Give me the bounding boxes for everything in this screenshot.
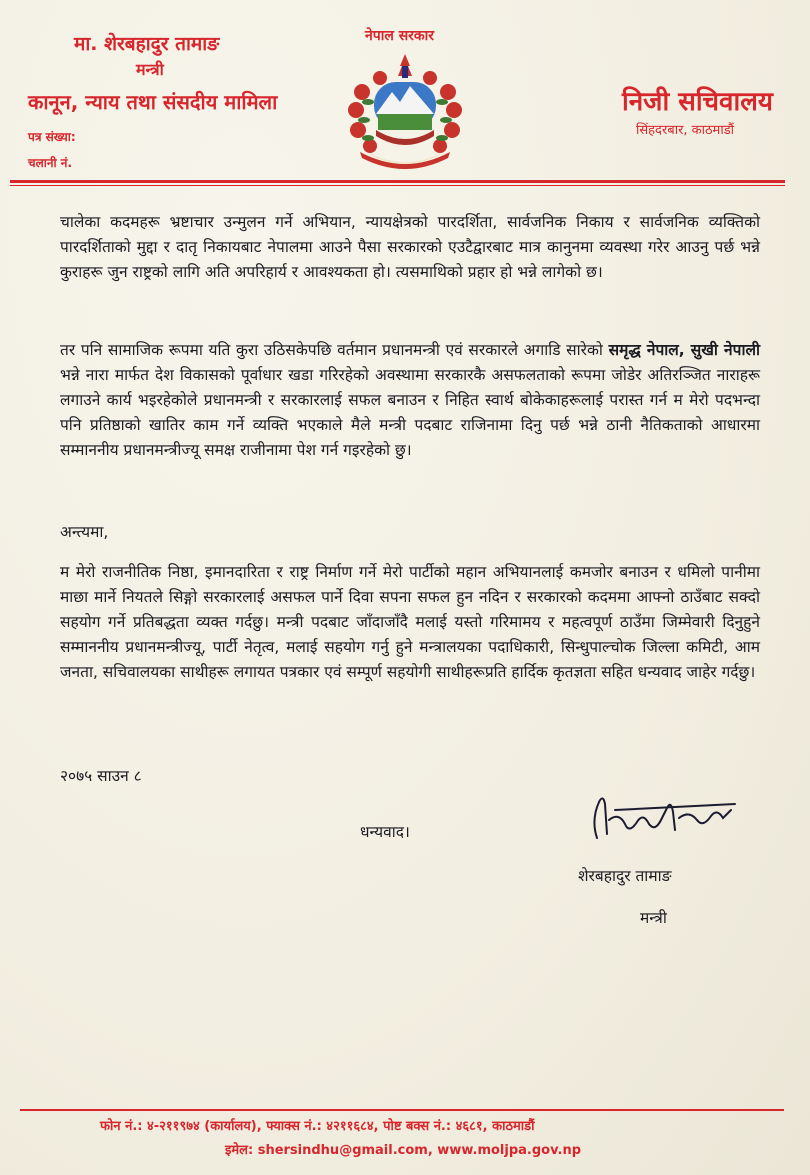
paragraph-2-start: तर पनि सामाजिक रूपमा यति कुरा उठिसकेपछि वर्तमान प्रधानमन्त्री एवं सरकारले अगाडि सारेको — [60, 341, 603, 359]
office-name: निजी सचिवालय — [622, 87, 773, 117]
signer-role: मन्त्री — [640, 909, 667, 927]
ministry-name: कानून, न्याय तथा संसदीय मामिला — [28, 90, 278, 114]
letter-date: २०७५ साउन ८ — [60, 767, 142, 785]
office-address: सिंहदरबार, काठमाडौं — [636, 123, 735, 138]
letter-number-label: पत्र संख्या: — [28, 130, 76, 144]
header-divider — [10, 180, 785, 183]
minister-title: मन्त्री — [136, 60, 164, 79]
footer-divider — [20, 1109, 784, 1111]
footer-email — [225, 1140, 581, 1158]
paragraph-2 — [60, 338, 760, 463]
paragraph-3: म मेरो राजनीतिक निष्ठा, इमानदारिता र राष्ट्र निर्माण गर्ने मेरो पार्टीको महान अभियानलाई कमजोर बनाउन र धमिलो पानीमा माछा मार्ने नियतले सिङ्गो सरकारलाई असफल पार्ने दिवा सपना सफल हुन नदिन र सरकारको कदममा आफ्नो ठाउँबाट सक्दो सहयोग गर्ने प्रतिबद्धता व्यक्त गर्दछु। मन्त्री पदबाट जाँदाजाँदै मलाई यस्तो गरिमामय र महत्वपूर्ण ठाउँमा जिम्मेवारी दिनुहुने सम्माननीय प्रधानमन्त्रीज्यू, पार्टी नेतृत्व, मलाई सहयोग गर्नु हुने मन्त्रालयका पदाधिकारी, सिन्धुपाल्चोक जिल्ला कमिटी, आम जनता, सचिवालयका साथीहरू लगायत पत्रकार एवं सम्पूर्ण सहयोगी साथीहरूप्रति हार्दिक कृतज्ञता सहित धन्यवाद जाहेर गर्दछु। — [60, 563, 760, 681]
header-divider-thin — [10, 185, 785, 186]
thanks-text: धन्यवाद। — [360, 823, 410, 841]
email-value[interactable]: shersindhu@gmail.com, www.moljpa.gov.np — [257, 1143, 582, 1158]
government-label: नेपाल सरकार — [365, 28, 435, 44]
paragraph-2-rest: भन्ने नारा मार्फत देश विकासको पूर्वाधार खडा गरिरहेको अवस्थामा सरकारकै असफलताको रूपमा जोडेर अतिरञ्जित नाराहरू लगाउने कार्य भइरहेकोले प्रधानमन्त्री र सरकारलाई सफल बनाउन र निहित स्वार्थ बोकेकाहरूलाई परास्त गर्न म मेरो पदभन्दा पनि प्रतिष्ठाको खातिर काम गर्ने व्यक्ति भएकाले मैले मन्त्री पदबाट राजिनामा दिनु पर्छ भन्ने ठानी नैतिकताको आधारमा सम्माननीय प्रधानमन्त्रीज्यू समक्ष राजीनामा पेश गर्न गइरहेको छु। — [60, 366, 760, 459]
signer-name: शेरबहादुर तामाङ — [578, 867, 672, 885]
minister-name: मा. शेरबहादुर तामाङ — [74, 33, 220, 55]
closing-heading: अन्त्यमा, — [60, 523, 109, 541]
footer-contact: फोन नं.: ४-२११९७४ (कार्यालय), फ्याक्स नं.: ४२११६८४, पोष्ट बक्स नं.: ४६८१, काठमाडौं — [100, 1119, 535, 1134]
email-label: इमेल: — [225, 1143, 254, 1158]
slogan-text: समृद्ध नेपाल, सुखी नेपाली — [608, 341, 760, 359]
nepal-emblem-icon — [340, 52, 470, 172]
paragraph-1: चालेका कदमहरू भ्रष्टाचार उन्मुलन गर्ने अभियान, न्यायक्षेत्रको पारदर्शिता, सार्वजनिक निकाय र सार्वजनिक व्यक्तिको पारदर्शिताको मुद्दा र दातृ निकायबाट नेपालमा आउने पैसा सरकारको एउटैद्वारबाट मात्र कानुनमा व्यवस्था गरेर आउनु पर्छ भन्ने कुराहरू जुन राष्ट्रको लागि अति अपरिहार्य र आवश्यकता हो। त्यसमाथिको प्रहार हो भन्ने लागेको छ। — [60, 213, 760, 281]
handwritten-signature — [585, 790, 750, 850]
dispatch-number-label: चलानी नं. — [28, 156, 73, 170]
